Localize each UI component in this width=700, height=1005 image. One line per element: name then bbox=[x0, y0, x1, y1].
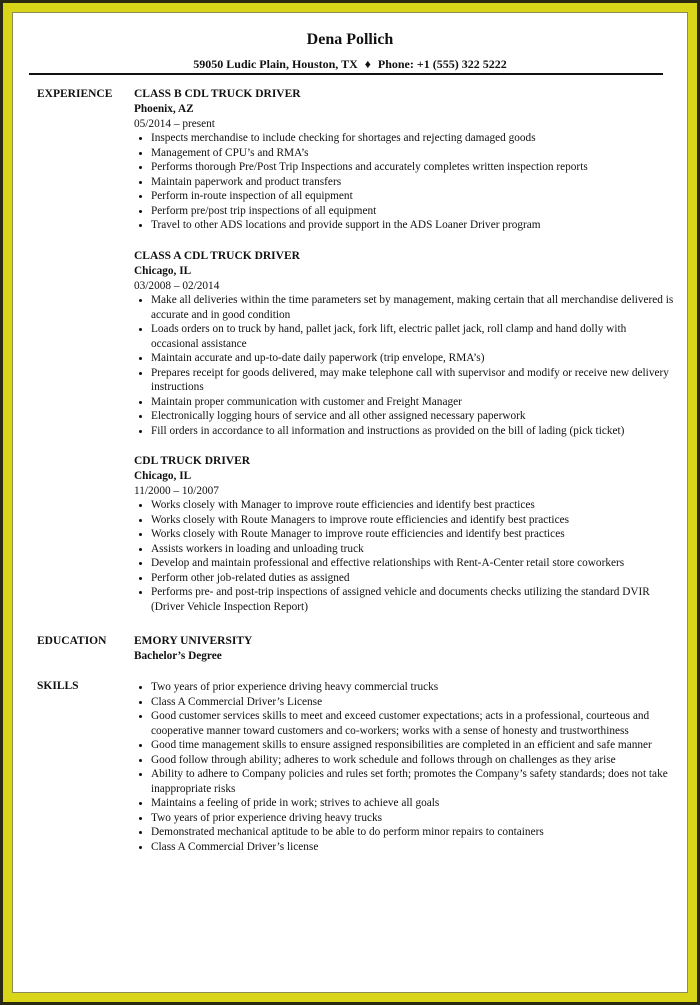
job-entry bbox=[134, 87, 674, 233]
job-bullets bbox=[134, 498, 674, 614]
list-item: • Maintain accurate and up-to-date daily paperwork (trip envelope, RMA’s) bbox=[151, 351, 674, 366]
list-item: • Good time management skills to ensure assigned responsibilities are completed in an efficient and safe manner bbox=[151, 738, 674, 753]
list-item: • Travel to other ADS locations and provide support in the ADS Loaner Driver program bbox=[151, 218, 674, 233]
section-label-experience: EXPERIENCE bbox=[37, 88, 113, 100]
list-item: • Works closely with Route Managers to improve route efficiencies and identify best practices bbox=[151, 513, 674, 528]
address: 59050 Ludic Plain, Houston, TX bbox=[193, 57, 358, 71]
list-item: • Ability to adhere to Company policies and rules set forth; promotes the Company’s safety standards; does not take inappropriate risks bbox=[151, 767, 674, 796]
resume-page bbox=[12, 12, 688, 993]
list-item: • Make all deliveries within the time parameters set by management, making certain that all merchandise delivered is accurate and in good condition bbox=[151, 293, 674, 322]
diamond-separator-icon: ♦ bbox=[364, 57, 371, 71]
list-item: • Works closely with Route Manager to improve route efficiencies and identify best practices bbox=[151, 527, 674, 542]
job-location: Chicago, IL bbox=[134, 470, 192, 482]
job-dates: 03/2008 – 02/2014 bbox=[134, 279, 220, 292]
candidate-name: Dena Pollich bbox=[306, 31, 394, 48]
list-item: • Works closely with Manager to improve route efficiencies and identify best practices bbox=[151, 498, 674, 513]
job-bullets bbox=[134, 293, 674, 438]
school-name: EMORY UNIVERSITY bbox=[134, 635, 253, 647]
list-item: • Inspects merchandise to include checking for shortages and rejecting damaged goods bbox=[151, 131, 674, 146]
list-item: • Fill orders in accordance to all information and instructions as provided on the bill of lading (pick ticket) bbox=[151, 424, 674, 439]
list-item: • Electronically logging hours of service and all other assigned necessary paperwork bbox=[151, 409, 674, 424]
skills-list bbox=[134, 680, 674, 854]
job-dates: 11/2000 – 10/2007 bbox=[134, 484, 219, 497]
document-frame bbox=[3, 3, 697, 1002]
job-location: Phoenix, AZ bbox=[134, 103, 194, 115]
list-item: • Maintain proper communication with customer and Freight Manager bbox=[151, 395, 674, 410]
list-item: • Maintain paperwork and product transfers bbox=[151, 175, 674, 190]
list-item: • Performs pre- and post-trip inspections of assigned vehicle and documents checks utilizing the standard DVIR (Driver Vehicle Inspection Report) bbox=[151, 585, 674, 614]
list-item: • Two years of prior experience driving heavy commercial trucks bbox=[151, 680, 674, 695]
degree: Bachelor’s Degree bbox=[134, 650, 222, 662]
job-location: Chicago, IL bbox=[134, 265, 192, 277]
list-item: • Management of CPU’s and RMA’s bbox=[151, 146, 674, 161]
job-title: CLASS A CDL TRUCK DRIVER bbox=[134, 250, 300, 262]
section-label-skills: SKILLS bbox=[37, 680, 79, 692]
job-bullets bbox=[134, 131, 674, 233]
list-item: • Perform other job-related duties as assigned bbox=[151, 571, 674, 586]
section-label-education: EDUCATION bbox=[37, 635, 107, 647]
list-item: • Prepares receipt for goods delivered, may make telephone call with supervisor and modify or receive new delivery instructions bbox=[151, 366, 674, 395]
list-item: • Two years of prior experience driving heavy trucks bbox=[151, 811, 674, 826]
header-divider bbox=[29, 73, 663, 75]
phone: Phone: +1 (555) 322 5222 bbox=[377, 57, 507, 71]
list-item: • Perform in-route inspection of all equipment bbox=[151, 189, 674, 204]
list-item: • Perform pre/post trip inspections of all equipment bbox=[151, 204, 674, 219]
list-item: • Assists workers in loading and unloading truck bbox=[151, 542, 674, 557]
list-item: • Good customer services skills to meet and exceed customer expectations; acts in a professional, courteous and cooperative manner toward customers and co-workers; works with a sense of honesty and trustworthiness bbox=[151, 709, 674, 738]
skills-list-container bbox=[134, 680, 674, 854]
contact-line bbox=[13, 57, 687, 72]
job-dates: 05/2014 – present bbox=[134, 117, 215, 130]
job-entry bbox=[134, 249, 674, 438]
list-item: • Performs thorough Pre/Post Trip Inspections and accurately completes written inspection reports bbox=[151, 160, 674, 175]
list-item: • Class A Commercial Driver’s License bbox=[151, 695, 674, 710]
job-title: CLASS B CDL TRUCK DRIVER bbox=[134, 88, 301, 100]
list-item: • Demonstrated mechanical aptitude to be able to do perform minor repairs to containers bbox=[151, 825, 674, 840]
list-item: • Loads orders on to truck by hand, pallet jack, fork lift, electric pallet jack, roll clamp and hand dolly with occasional assistance bbox=[151, 322, 674, 351]
list-item: • Develop and maintain professional and effective relationships with Rent-A-Center retail store coworkers bbox=[151, 556, 674, 571]
job-title: CDL TRUCK DRIVER bbox=[134, 455, 251, 467]
education-entry bbox=[134, 634, 674, 664]
list-item: • Class A Commercial Driver’s license bbox=[151, 840, 674, 855]
job-entry bbox=[134, 454, 674, 614]
list-item: • Good follow through ability; adheres to work schedule and follows through on challenges as they arise bbox=[151, 753, 674, 768]
list-item: • Maintains a feeling of pride in work; strives to achieve all goals bbox=[151, 796, 674, 811]
